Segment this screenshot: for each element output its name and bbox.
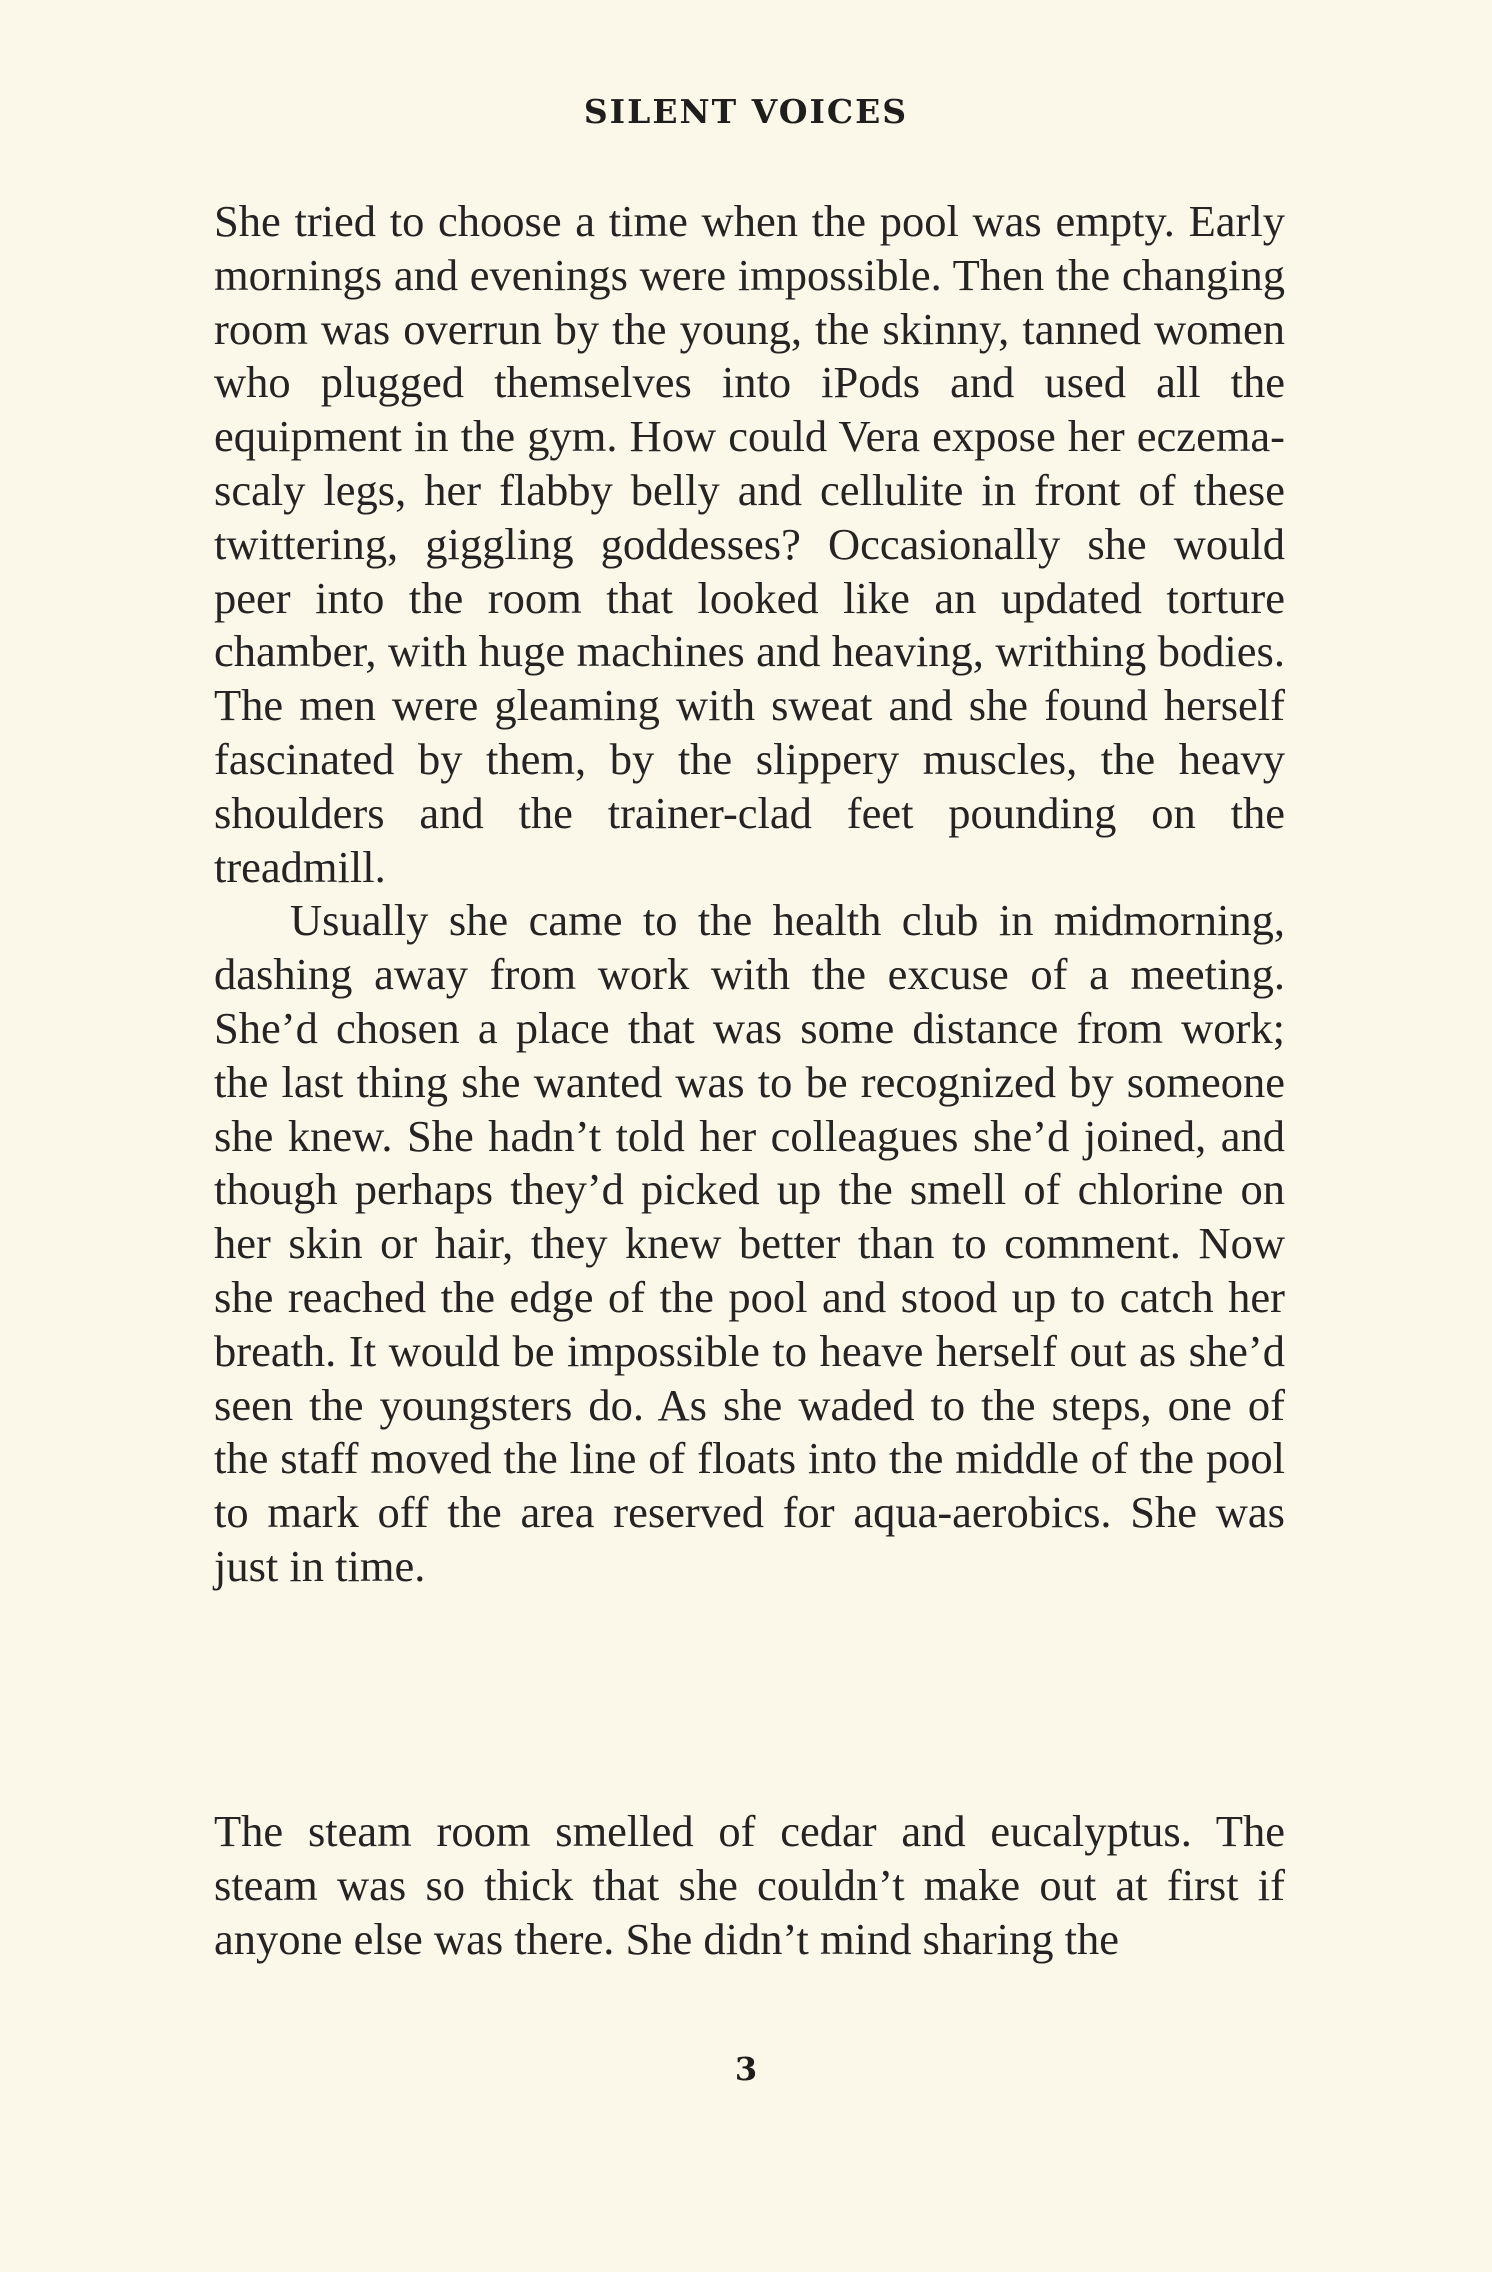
page-number: 3 [734,2050,758,2088]
running-head: SILENT VOICES [583,92,909,131]
paragraph: The steam room smelled of cedar and eucalyptus. The steam was so thick that she couldn’t make out at first if anyone else was there. She didn’t mind sharing the [214,1806,1285,1964]
paragraph: She tried to choose a time when the pool was empty. Early mornings and evenings were impossible. Then the changing room was overrun by the young, the skinny, tanned women who plugged themselves into iPods and used all the equipment in the gym. How could Vera expose her eczema-scaly legs, her flabby belly and cellulite in front of these twittering, giggling goddesses? Occasionally she would peer into the room that looked like an updated torture chamber, with huge machines and heaving, writhing bodies. The men were gleaming with sweat and she found herself fascinated by them, by the slippery muscles, the heavy shoulders and the trainer-clad feet pounding on the treadmill. [214,196,1285,892]
paragraph: Usually she came to the health club in midmorning, dashing away from work with the excuse of a meeting. She’d chosen a place that was some distance from work; the last thing she wanted was to be recognized by someone she knew. She hadn’t told her colleagues she’d joined, and though perhaps they’d picked up the smell of chlorine on her skin or hair, they knew better than to comment. Now she reached the edge of the pool and stood up to catch her breath. It would be impossible to heave herself out as she’d seen the youngsters do. As she waded to the steps, one of the staff moved the line of floats into the middle of the pool to mark off the area reserved for aqua-aerobics. She was just in time. [214,895,1285,1591]
section-text [214,195,1285,1594]
section-text [214,1805,1285,1966]
